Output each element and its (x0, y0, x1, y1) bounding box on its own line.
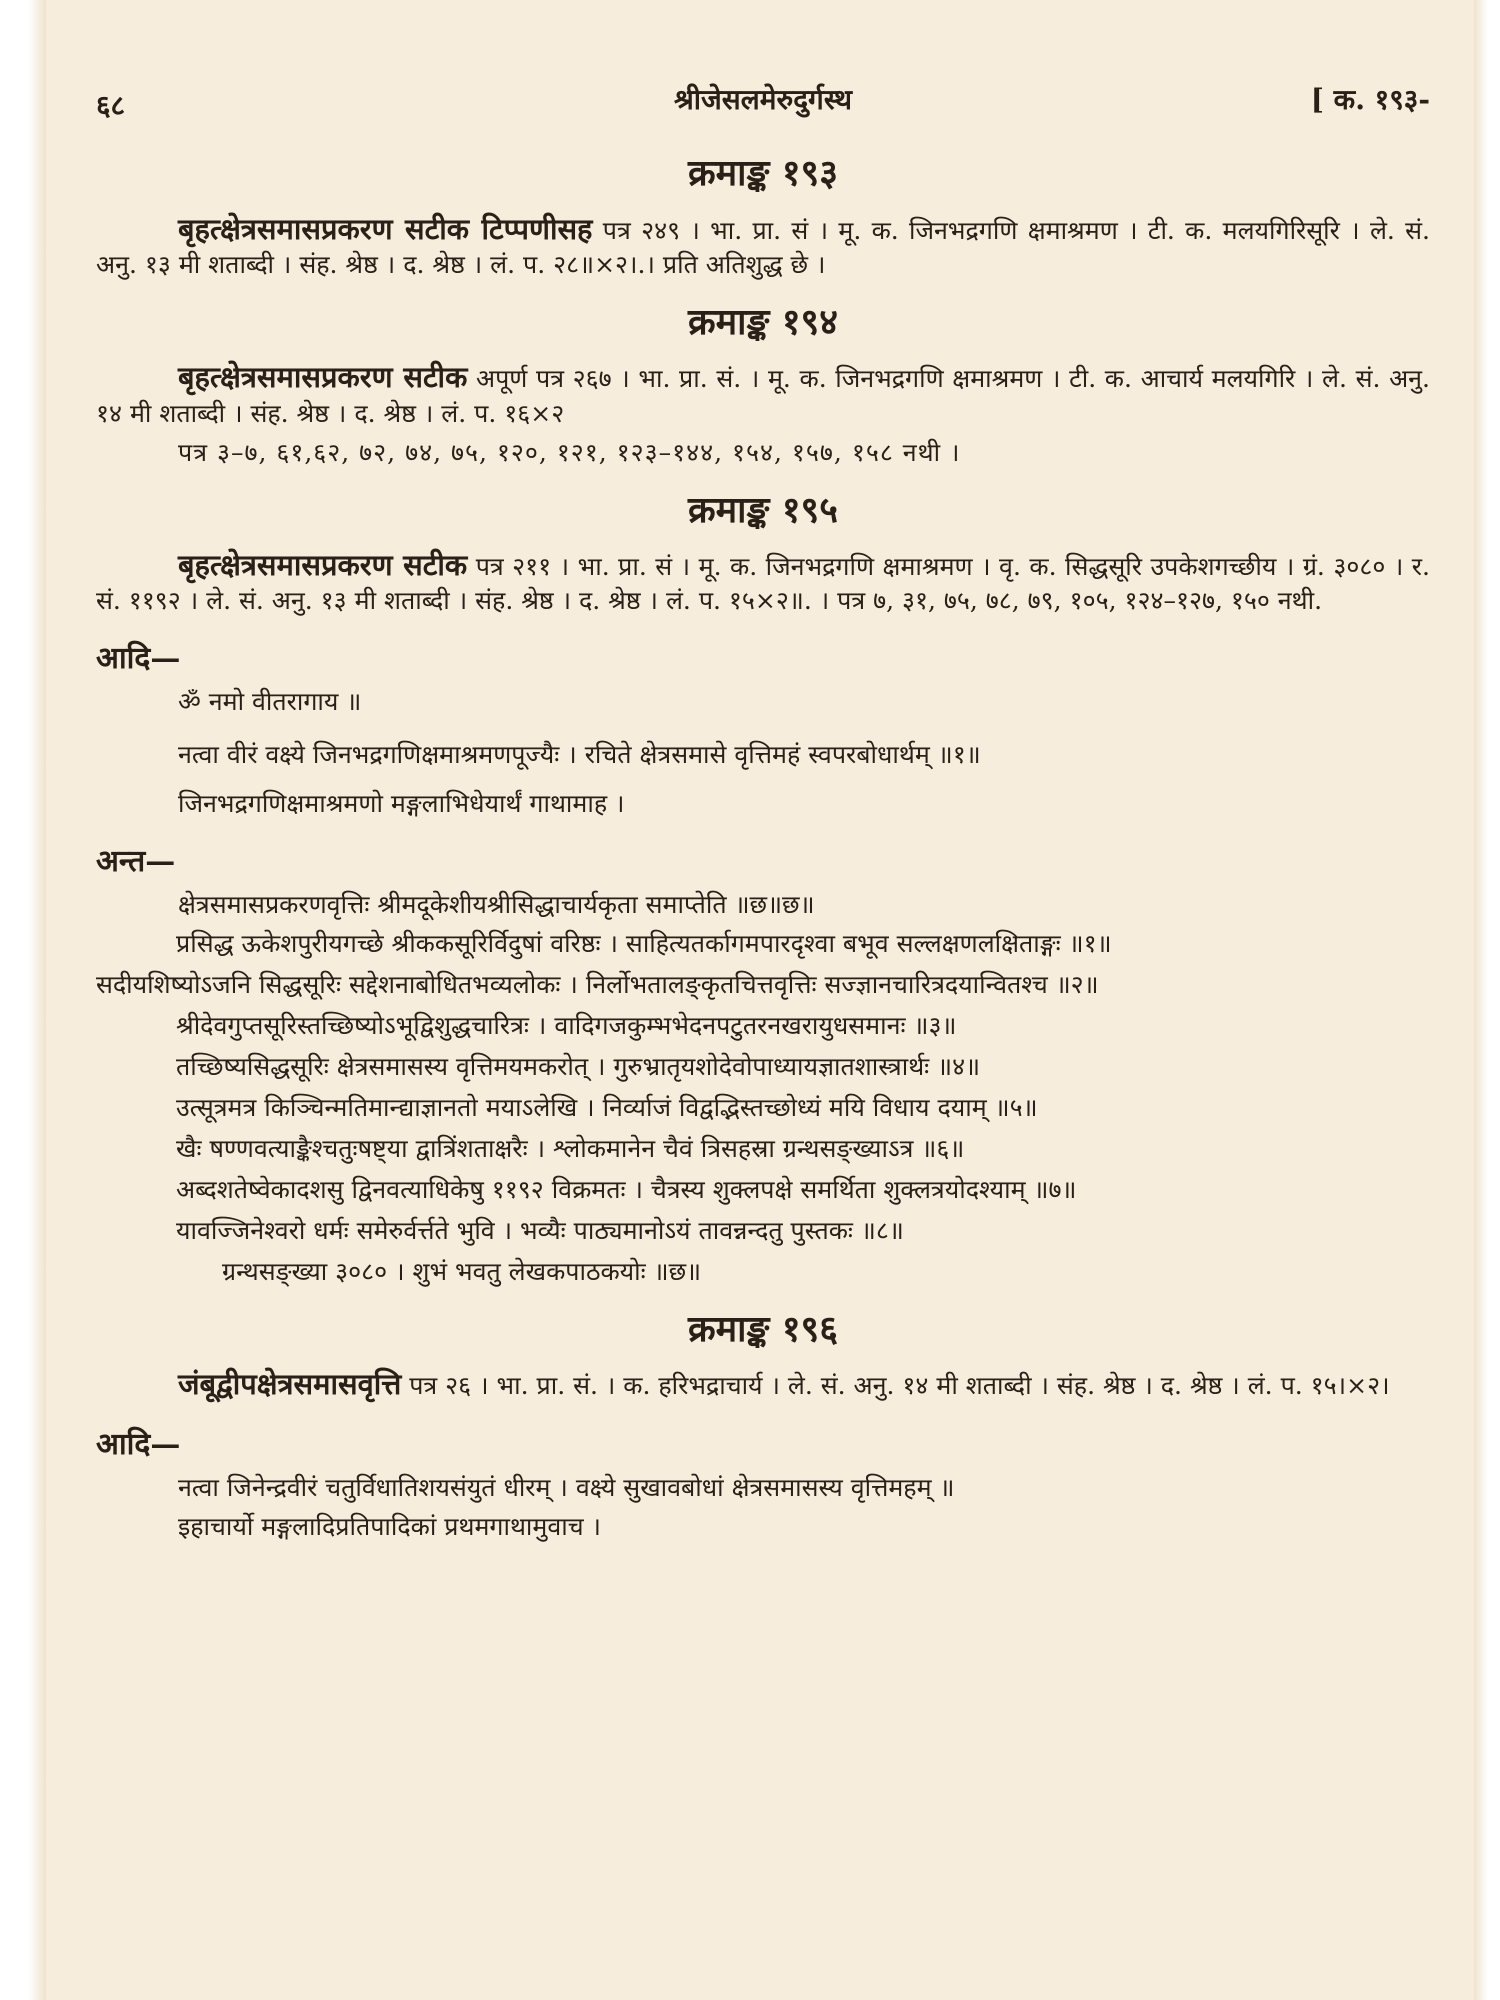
verse-line: अब्दशतेष्वेकादशसु द्विनवत्याधिकेषु ११९२ विक्रमतः । चैत्रस्य शुक्लपक्षे समर्थिता शुक्लत्रयोदश्याम् ॥७॥ (176, 1174, 1077, 1204)
verse-line: यावज्जिनेश्वरो धर्मः समेरुर्वर्त्तते भुवि । भव्यैः पाठ्यमानोऽयं तावन्नन्दतु पुस्तकः ॥८॥ (176, 1215, 904, 1245)
catalog-page (96, 82, 1430, 1972)
verse-line: खैः षण्णवत्याङ्कैश्चतुःषष्ट्या द्वात्रिंशताक्षरैः । श्लोकमानेन चैवं त्रिसहस्रा ग्रन्थसङ्ख्याऽत्र ॥६॥ (176, 1133, 965, 1163)
verse-line: प्रसिद्ध ऊकेशपुरीयगच्छे श्रीककसूरिर्विदुषां वरिष्ठः । साहित्यतर्कागमपारदृश्वा बभूव सल्लक्षणलक्षिताङ्गः ॥१॥ (176, 928, 1112, 958)
verse-line: जिनभद्रगणिक्षमाश्रमणो मङ्गलाभिधेयार्थं गाथामाह । (178, 788, 625, 818)
verse-line: क्षेत्रसमासप्रकरणवृत्तिः श्रीमदूकेशीयश्रीसिद्धाचार्यकृता समाप्तेति ॥छ॥छ॥ (178, 889, 815, 919)
running-title: श्रीजेसलमेरुदुर्गस्थ (673, 83, 853, 116)
work-title: जंबूद्वीपक्षेत्रसमासवृत्ति (178, 1367, 402, 1402)
catalog-entry-196 (96, 1306, 1430, 1543)
verse-line: तच्छिष्यसिद्धसूरिः क्षेत्रसमासस्य वृत्तिमयमकरोत् । गुरुभ्रातृयशोदेवोपाध्यायज्ञातशास्त्रार्थः ॥४॥ (176, 1051, 981, 1081)
entry-heading: क्रमाङ्क १९४ (688, 300, 838, 343)
verse-line: इहाचार्यो मङ्गलादिप्रतिपादिकां प्रथमगाथामुवाच । (178, 1511, 602, 1541)
verse-line: सदीयशिष्योऽजनि सिद्धसूरिः सद्देशनाबोधितभव्यलोकः । निर्लोभतालङ्कृतचित्तवृत्तिः सज्ज्ञानचारित्रदयान्वितश्च ॥२॥ (96, 969, 1099, 999)
catalog-entry-193 (96, 150, 1430, 281)
entry-heading: क्रमाङ्क १९६ (688, 1307, 838, 1350)
running-header (96, 82, 1430, 132)
catalog-entry-195 (96, 487, 1430, 1288)
entry-description (96, 1365, 1430, 1403)
entry-description (96, 546, 1430, 617)
entry-details: अपूर्ण पत्र २६७ । भा. प्रा. सं. । मू. क. जिनभद्रगणि क्षमाश्रमण । टी. क. आचार्य मलयगिरि । ले. सं. अनु. १४ मी शताब्दी । संह. श्रेष्ठ । द. श्रेष्ठ । लं. प. १६×२ (96, 364, 1430, 428)
entry-description (96, 210, 1430, 281)
entry-description (96, 358, 1430, 429)
verse-line: ॐ नमो वीतरागाय ॥ (178, 686, 362, 716)
work-title: बृहत्क्षेत्रसमासप्रकरण सटीक टिप्पणीसह (178, 211, 593, 246)
verse-line: ग्रन्थसङ्ख्या ३०८० । शुभं भवतु लेखकपाठकयोः ॥छ॥ (222, 1256, 702, 1286)
work-title: बृहत्क्षेत्रसमासप्रकरण सटीक (178, 548, 468, 583)
verse-line: नत्वा जिनेन्द्रवीरं चतुर्विधातिशयसंयुतं धीरम् । वक्ष्ये सुखावबोधां क्षेत्रसमासस्य वृत्तिमहम् ॥ (178, 1472, 955, 1502)
verse-line: नत्वा वीरं वक्ष्ये जिनभद्रगणिक्षमाश्रमणपूज्यैः । रचिते क्षेत्रसमासे वृत्तिमहं स्वपरबोधार्थम् ॥१॥ (178, 739, 981, 769)
ant-label: अन्त— (96, 843, 176, 879)
entry-heading: क्रमाङ्क १९५ (688, 488, 838, 531)
entry-range-ref: [ क. १९३- (1310, 83, 1430, 116)
page-number: ६८ (96, 89, 126, 122)
page-left-margin (0, 0, 46, 2000)
entry-details: पत्र २६ । भा. प्रा. सं. । क. हरिभद्राचार्य । ले. सं. अनु. १४ मी शताब्दी । संह. श्रेष्ठ । द. श्रेष्ठ । लं. प. १५।×२। (409, 1371, 1390, 1401)
entry-details: पत्र २११ । भा. प्रा. सं । मू. क. जिनभद्रगणि क्षमाश्रमण । वृ. क. सिद्धसूरि उपकेशगच्छीय । ग्रं. ३०८० । र. सं. ११९२ । ले. सं. अनु. १३ मी शताब्दी । संह. श्रेष्ठ । द. श्रेष्ठ । लं. प. १५×२॥. । पत्र ७, ३१, ७५, ७८, ७९, १०५, १२४–१२७, १५० नथी. (96, 552, 1430, 616)
adi-label: आदि— (96, 1427, 181, 1463)
work-title: बृहत्क्षेत्रसमासप्रकरण सटीक (178, 360, 468, 395)
verse-line: उत्सूत्रमत्र किञ्चिन्मतिमान्द्याज्ञानतो मयाऽलेखि । निर्व्याजं विद्वद्भिस्तच्छोध्यं मयि विधाय दयाम् ॥५॥ (176, 1092, 1038, 1122)
entry-details: पत्र २४९ । भा. प्रा. सं । मू. क. जिनभद्रगणि क्षमाश्रमण । टी. क. मलयगिरिसूरि । ले. सं. अनु. १३ मी शताब्दी । संह. श्रेष्ठ । द. श्रेष्ठ । लं. प. २८॥×२।.। प्रति अतिशुद्ध छे । (96, 215, 1431, 279)
entry-heading: क्रमाङ्क १९३ (688, 152, 838, 194)
catalog-entry-194 (96, 299, 1430, 469)
adi-label: आदि— (96, 641, 181, 677)
verse-line: श्रीदेवगुप्तसूरिस्तच्छिष्योऽभूद्विशुद्धचारित्रः । वादिगजकुम्भभेदनपटुतरनखरायुधसमानः ॥३॥ (176, 1010, 957, 1040)
page-right-margin (1474, 0, 1500, 2000)
missing-folios-note: पत्र ३–७, ६१,६२, ७२, ७४, ७५, १२०, १२१, १२३–१४४, १५४, १५७, १५८ नथी । (178, 437, 961, 467)
